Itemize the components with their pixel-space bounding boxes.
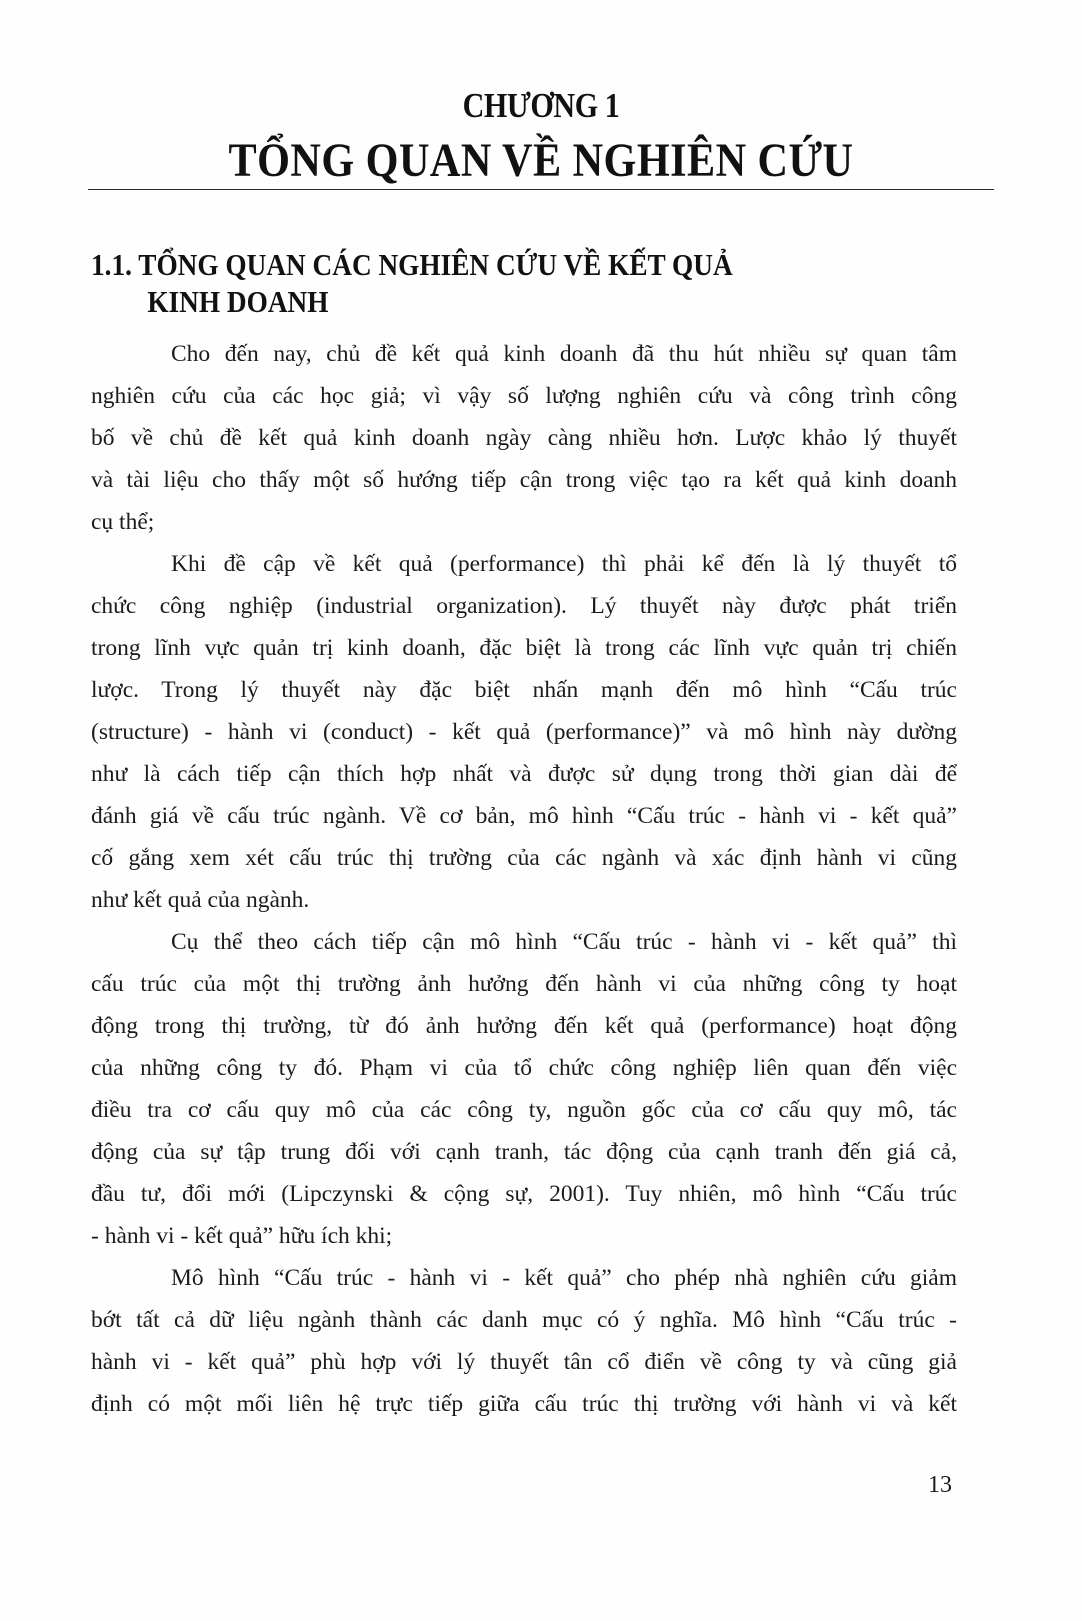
text-line: đầu tư, đổi mới (Lipczynski & cộng sự, 2001). Tuy nhiên, mô hình “Cấu trúc [91,1181,957,1207]
paragraph [91,921,957,1257]
paragraph [91,333,957,543]
text-line: Cụ thể theo cách tiếp cận mô hình “Cấu trúc - hành vi - kết quả” thì [171,929,957,955]
page-number: 13 [928,1472,952,1498]
text-line: đánh giá về cấu trúc ngành. Về cơ bản, mô hình “Cấu trúc - hành vi - kết quả” [91,803,957,829]
text-line: trong lĩnh vực quản trị kinh doanh, đặc biệt là trong các lĩnh vực quản trị chiến [91,635,957,661]
text-line: và tài liệu cho thấy một số hướng tiếp cận trong việc tạo ra kết quả kinh doanh [91,467,957,493]
text-line: lược. Trong lý thuyết này đặc biệt nhấn mạnh đến mô hình “Cấu trúc [91,677,957,703]
text-line: chức công nghiệp (industrial organization). Lý thuyết này được phát triển [91,593,957,619]
text-line: hành vi - kết quả” phù hợp với lý thuyết tân cổ điển về công ty và cũng giả [91,1349,957,1375]
text-line: như kết quả của ngành. [91,887,310,913]
text-line: như là cách tiếp cận thích hợp nhất và được sử dụng trong thời gian dài để [91,761,957,787]
text-line: nghiên cứu của các học giả; vì vậy số lượng nghiên cứu và công trình công [91,383,957,409]
chapter-title: TỔNG QUAN VỀ NGHIÊN CỨU [228,134,854,187]
text-line: bố về chủ đề kết quả kinh doanh ngày càng nhiều hơn. Lược khảo lý thuyết [91,425,957,451]
text-line: cụ thể; [91,509,155,535]
section-heading-line-2: KINH DOANH [147,284,329,319]
section-heading-line-1: 1.1. TỔNG QUAN CÁC NGHIÊN CỨU VỀ KẾT QUẢ [91,247,733,282]
text-line: Cho đến nay, chủ đề kết quả kinh doanh đã thu hút nhiều sự quan tâm [171,341,957,367]
text-line: cấu trúc của một thị trường ảnh hưởng đến hành vi của những công ty hoạt [91,971,957,997]
text-line: động của sự tập trung đối với cạnh tranh, tác động của cạnh tranh đến giá cả, [91,1139,957,1165]
text-line: Khi đề cập về kết quả (performance) thì phải kể đến là lý thuyết tổ [171,551,957,577]
text-line: động trong thị trường, từ đó ảnh hưởng đến kết quả (performance) hoạt động [91,1013,957,1039]
text-line: điều tra cơ cấu quy mô của các công ty, nguồn gốc của cơ cấu quy mô, tác [91,1097,957,1123]
text-line: - hành vi - kết quả” hữu ích khi; [91,1223,393,1249]
text-line: định có một mối liên hệ trực tiếp giữa cấu trúc thị trường với hành vi và kết [91,1391,957,1417]
chapter-divider [88,189,994,190]
body-text [91,333,957,1425]
text-line: Mô hình “Cấu trúc - hành vi - kết quả” cho phép nhà nghiên cứu giảm [171,1265,957,1291]
text-line: bớt tất cả dữ liệu ngành thành các danh mục có ý nghĩa. Mô hình “Cấu trúc - [91,1307,957,1333]
chapter-label: CHƯƠNG 1 [462,86,620,125]
paragraph [91,543,957,921]
text-line: cố gắng xem xét cấu trúc thị trường của các ngành và xác định hành vi cũng [91,845,957,871]
section-heading [91,246,733,320]
paragraph [91,1257,957,1425]
text-line: của những công ty đó. Phạm vi của tổ chức công nghiệp liên quan đến việc [91,1055,957,1081]
text-line: (structure) - hành vi (conduct) - kết quả (performance)” và mô hình này dường [91,719,957,745]
